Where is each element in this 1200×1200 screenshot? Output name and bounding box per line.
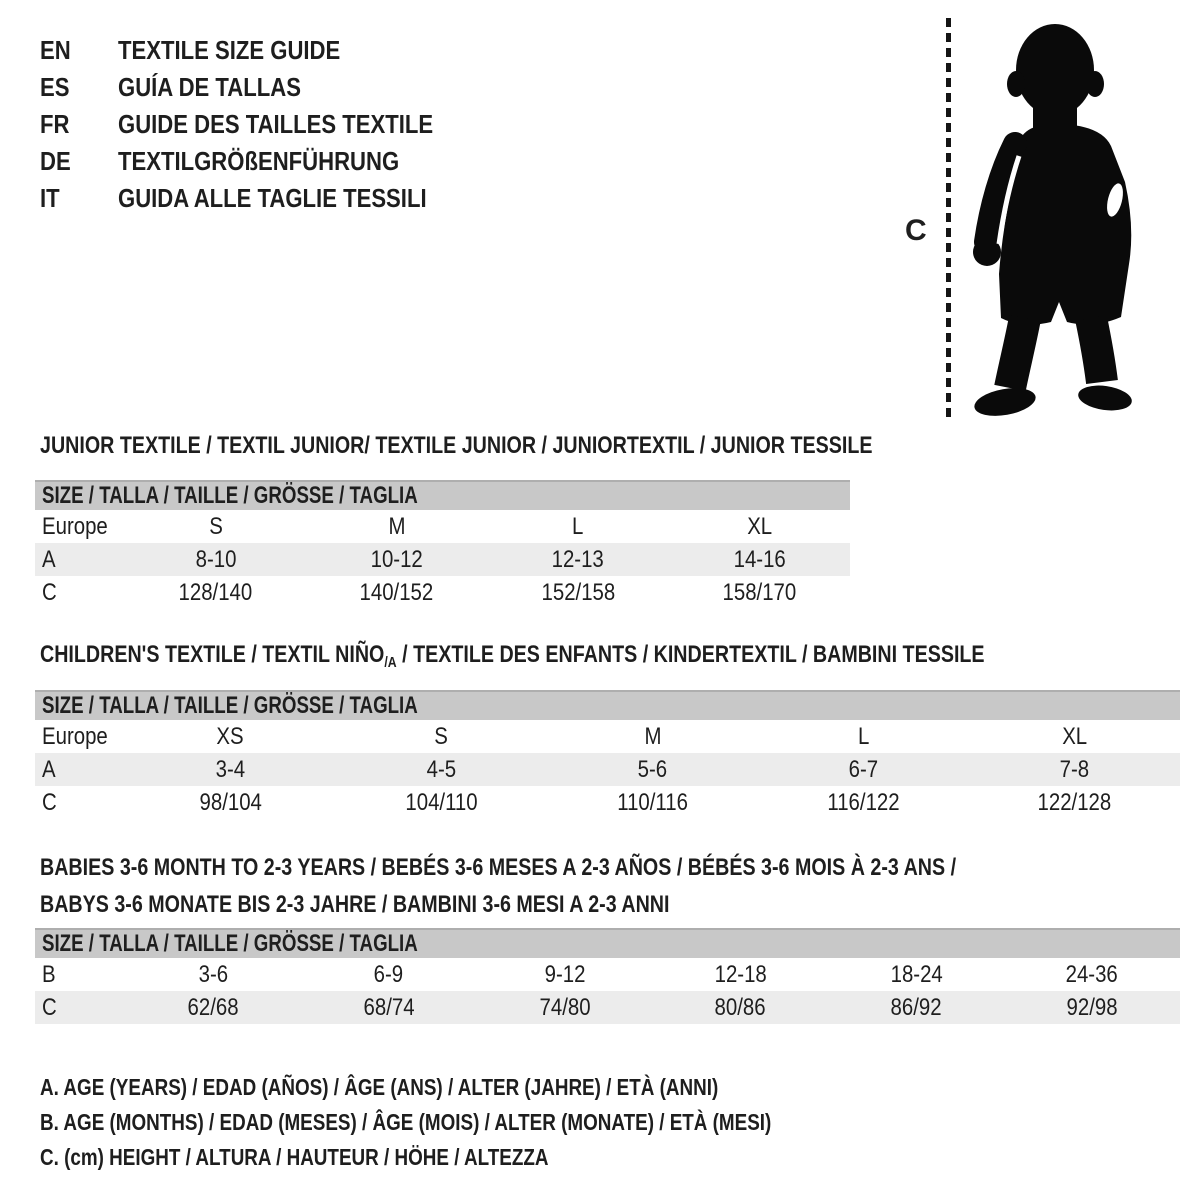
size-cell: XL: [746, 512, 772, 540]
legend-line-age-years: A. AGE (YEARS) / EDAD (AÑOS) / ÂGE (ANS) / ALTER (JAHRE) / ETÀ (ANNI): [40, 1074, 719, 1100]
size-table-header: SIZE / TALLA / TAILLE / GRÖSSE / TAGLIA: [35, 690, 1180, 720]
row-label: B: [42, 960, 56, 988]
size-cell: 3-6: [198, 960, 228, 988]
size-cell: XL: [1062, 722, 1087, 750]
language-code: ES: [40, 72, 70, 102]
size-cell: XS: [216, 722, 245, 750]
size-cell: 104/110: [405, 788, 478, 816]
size-cell: S: [208, 512, 223, 540]
row-label: C: [42, 993, 57, 1021]
size-cell: 12-18: [714, 960, 767, 988]
size-cell: 10-12: [370, 545, 423, 573]
table-row-months: [35, 958, 1180, 991]
language-title-block: [40, 32, 489, 217]
language-label: TEXTILE SIZE GUIDE: [118, 35, 341, 65]
size-cell: 140/152: [359, 578, 434, 606]
size-table-header: SIZE / TALLA / TAILLE / GRÖSSE / TAGLIA: [35, 928, 1180, 958]
size-cell: 116/122: [827, 788, 900, 816]
size-cell: M: [644, 722, 661, 750]
size-table-babies: [35, 928, 1180, 1024]
language-label: TEXTILGRÖßENFÜHRUNG: [118, 146, 400, 176]
language-code: DE: [40, 146, 71, 176]
legend-line-age-months: B. AGE (MONTHS) / EDAD (MESES) / ÂGE (MOIS) / ALTER (MONATE) / ETÀ (MESI): [40, 1109, 772, 1135]
table-row-age: [35, 543, 850, 576]
language-row: [40, 143, 489, 180]
legend-line-height: C. (cm) HEIGHT / ALTURA / HAUTEUR / HÖHE / ALTEZZA: [40, 1144, 549, 1170]
size-table-header: SIZE / TALLA / TAILLE / GRÖSSE / TAGLIA: [35, 480, 850, 510]
section-title-children: CHILDREN'S TEXTILE / TEXTIL $NIÑO_{/A}$ / TEXTILE DES ENFANTS / KINDERTEXTIL / BAMBINI TESSILE: [40, 641, 985, 671]
size-cell: L: [572, 512, 584, 540]
size-cell: 14-16: [733, 545, 786, 573]
size-cell: 24-36: [1065, 960, 1119, 988]
language-row: [40, 69, 489, 106]
language-row: [40, 32, 489, 69]
row-label: Europe: [42, 722, 108, 750]
size-cell: 6-7: [848, 755, 879, 783]
size-cell: 80/86: [714, 993, 766, 1021]
legend: [40, 1070, 932, 1175]
language-code: FR: [40, 109, 70, 139]
size-cell: 92/98: [1066, 993, 1118, 1021]
size-cell: M: [388, 512, 406, 540]
size-cell: 86/92: [890, 993, 942, 1021]
height-label: C: [905, 214, 927, 247]
size-cell: 4-5: [426, 755, 457, 783]
language-row: [40, 180, 489, 217]
language-row: [40, 106, 489, 143]
row-label: C: [42, 788, 57, 816]
size-cell: 6-9: [373, 960, 404, 988]
size-cell: 74/80: [539, 993, 591, 1021]
size-cell: 122/128: [1037, 788, 1112, 816]
size-cell: L: [857, 722, 870, 750]
size-cell: 128/140: [178, 578, 253, 606]
row-label: C: [42, 578, 57, 606]
language-label: GUÍA DE TALLAS: [118, 72, 301, 102]
language-label: GUIDE DES TAILLES TEXTILE: [118, 109, 434, 139]
size-cell: 18-24: [890, 960, 943, 988]
row-label: A: [42, 545, 56, 573]
section-title-babies: [40, 849, 1157, 923]
size-table-children: [35, 690, 1180, 819]
babies-title-line2: BABYS 3-6 MONATE BIS 2-3 JAHRE / BAMBINI 3-6 MESI A 2-3 ANNI: [40, 891, 670, 918]
baby-silhouette-icon: [963, 22, 1149, 420]
size-cell: 9-12: [544, 960, 585, 988]
table-row-age: [35, 753, 1180, 786]
size-cell: 110/116: [617, 788, 688, 816]
size-cell: 152/158: [541, 578, 615, 606]
size-cell: 7-8: [1059, 755, 1090, 783]
title-subscript: /A: [384, 654, 397, 671]
language-code: IT: [40, 183, 60, 213]
size-cell: 158/170: [722, 578, 797, 606]
section-title-junior: JUNIOR TEXTILE / TEXTIL JUNIOR/ TEXTILE JUNIOR / JUNIORTEXTIL / JUNIOR TESSILE: [40, 432, 873, 459]
table-row-height: [35, 786, 1180, 819]
size-cell: 8-10: [195, 545, 237, 573]
size-table-junior: [35, 480, 850, 609]
table-row-europe: [35, 510, 850, 543]
row-label: A: [42, 755, 56, 783]
table-row-europe: [35, 720, 1180, 753]
size-cell: 3-4: [215, 755, 246, 783]
row-label: Europe: [42, 512, 108, 540]
size-cell: 5-6: [637, 755, 668, 783]
babies-title-line1: BABIES 3-6 MONTH TO 2-3 YEARS / BEBÉS 3-6 MESES A 2-3 AÑOS / BÉBÉS 3-6 MOIS À 2-3 ANS /: [40, 854, 957, 881]
height-measure-line: [946, 18, 951, 418]
size-cell: 98/104: [199, 788, 262, 816]
language-label: GUIDA ALLE TAGLIE TESSILI: [118, 183, 427, 213]
size-cell: 62/68: [187, 993, 239, 1021]
size-cell: 12-13: [552, 545, 605, 573]
size-cell: 68/74: [363, 993, 415, 1021]
size-cell: S: [434, 722, 449, 750]
table-row-height: [35, 576, 850, 609]
language-code: EN: [40, 35, 71, 65]
table-row-height: [35, 991, 1180, 1024]
